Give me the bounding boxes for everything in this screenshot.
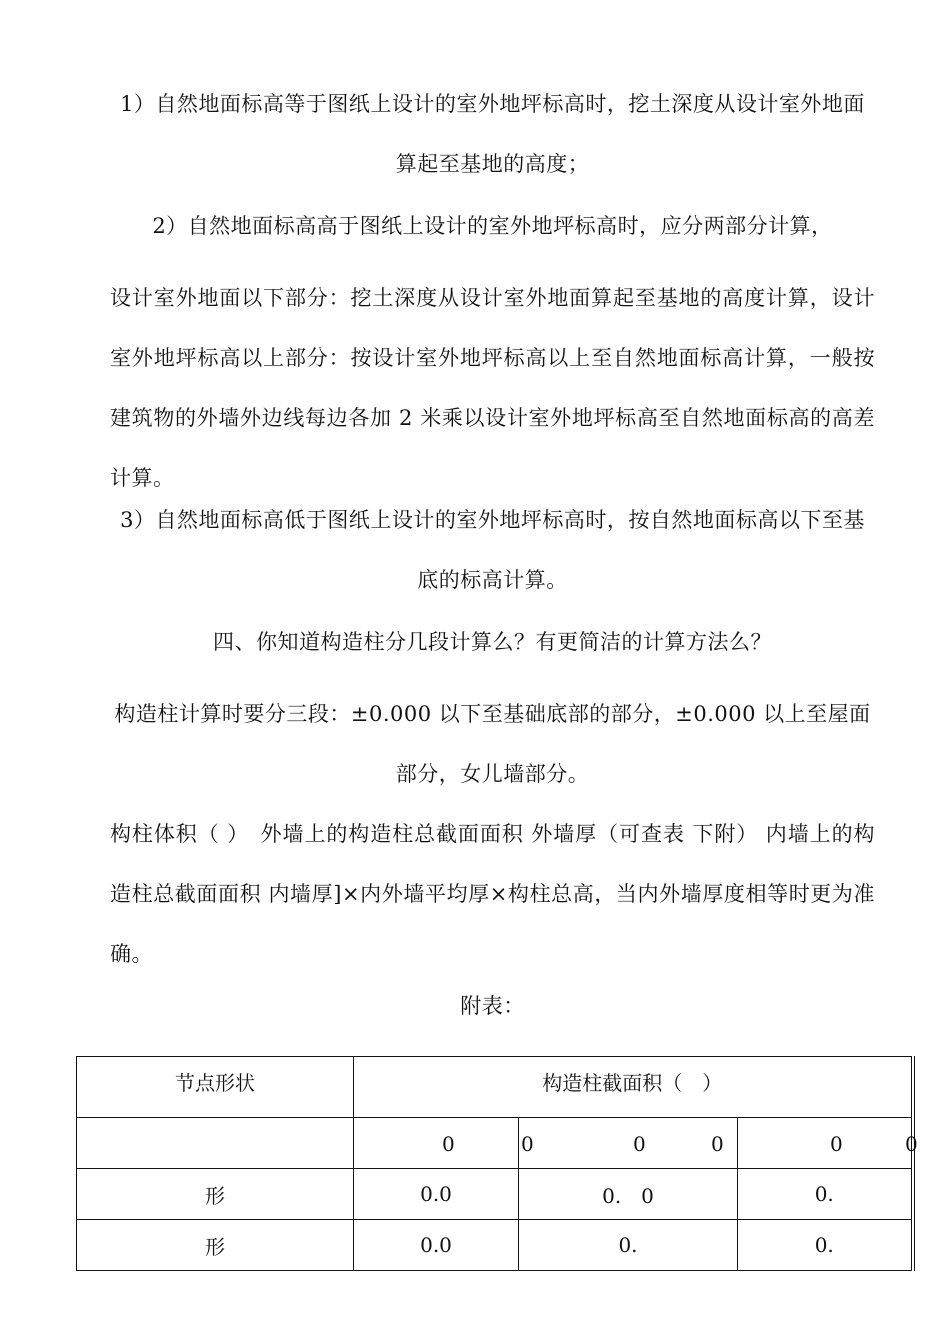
table-cell: 0. 0 (519, 1169, 738, 1220)
table-row (77, 1118, 913, 1169)
zero-value: 0 (711, 1132, 724, 1156)
table-cell-shape: 形 (77, 1220, 354, 1271)
zero-value: 0 (905, 1132, 918, 1156)
table-cell (738, 1118, 918, 1169)
attached-table (76, 1056, 918, 1271)
zero-value: 0 (521, 1132, 534, 1156)
table-cell: 0. (738, 1220, 913, 1271)
table-cell: 0.0 (354, 1169, 519, 1220)
header-column-section-area: 构造柱截面积（ ） (354, 1057, 913, 1118)
table-cell (519, 1118, 738, 1169)
zero-value: 0 (830, 1132, 843, 1156)
table-cell: 0.0 (354, 1220, 519, 1271)
header-node-shape: 节点形状 (77, 1057, 354, 1118)
zero-value: 0 (633, 1132, 646, 1156)
section-heading-4: 四、你知道构造柱分几段计算么？有更简洁的计算方法么？ (213, 630, 772, 654)
table-cell-empty (77, 1118, 354, 1169)
table-row (77, 1169, 913, 1220)
paragraph-natural-ground-lower: 3）自然地面标高低于图纸上设计的室外地坪标高时，按自然地面标高以下至基底的标高计算。 (120, 508, 865, 592)
table-header-row (77, 1057, 913, 1118)
table-row (77, 1220, 913, 1271)
zero-value: 0 (442, 1132, 455, 1156)
table-cell (354, 1118, 519, 1169)
table-cell-shape: 形 (77, 1169, 354, 1220)
paragraph-two-part-calculation: 设计室外地面以下部分：挖土深度从设计室外地面算起至基地的高度计算，设计室外地坪标高以上部分：按设计室外地坪标高以上至自然地面标高计算，一般按建筑物的外墙外边线每边各加 2 米乘以设计室外地坪标高至自然地面标高的高差计算。 (110, 286, 875, 490)
table-cell: 0. (519, 1220, 738, 1271)
paragraph-column-volume-formula: 构柱体积（ ） 外墙上的构造柱总截面面积 外墙厚（可查表 下附） 内墙上的构造柱总截面面积 内墙厚]×内外墙平均厚×构柱总高，当内外墙厚度相等时更为准确。 (110, 822, 875, 966)
attached-table-label: 附表： (460, 994, 525, 1018)
paragraph-column-three-segments: 构造柱计算时要分三段：±0.000 以下至基础底部的部分，±0.000 以上至屋面部分，女儿墙部分。 (114, 702, 871, 786)
paragraph-natural-ground-equal: 1）自然地面标高等于图纸上设计的室外地坪标高时，挖土深度从设计室外地面算起至基地的高度； (120, 92, 865, 176)
paragraph-natural-ground-higher: 2）自然地面标高高于图纸上设计的室外地坪标高时，应分两部分计算， (152, 214, 833, 238)
table-cell: 0. (738, 1169, 913, 1220)
